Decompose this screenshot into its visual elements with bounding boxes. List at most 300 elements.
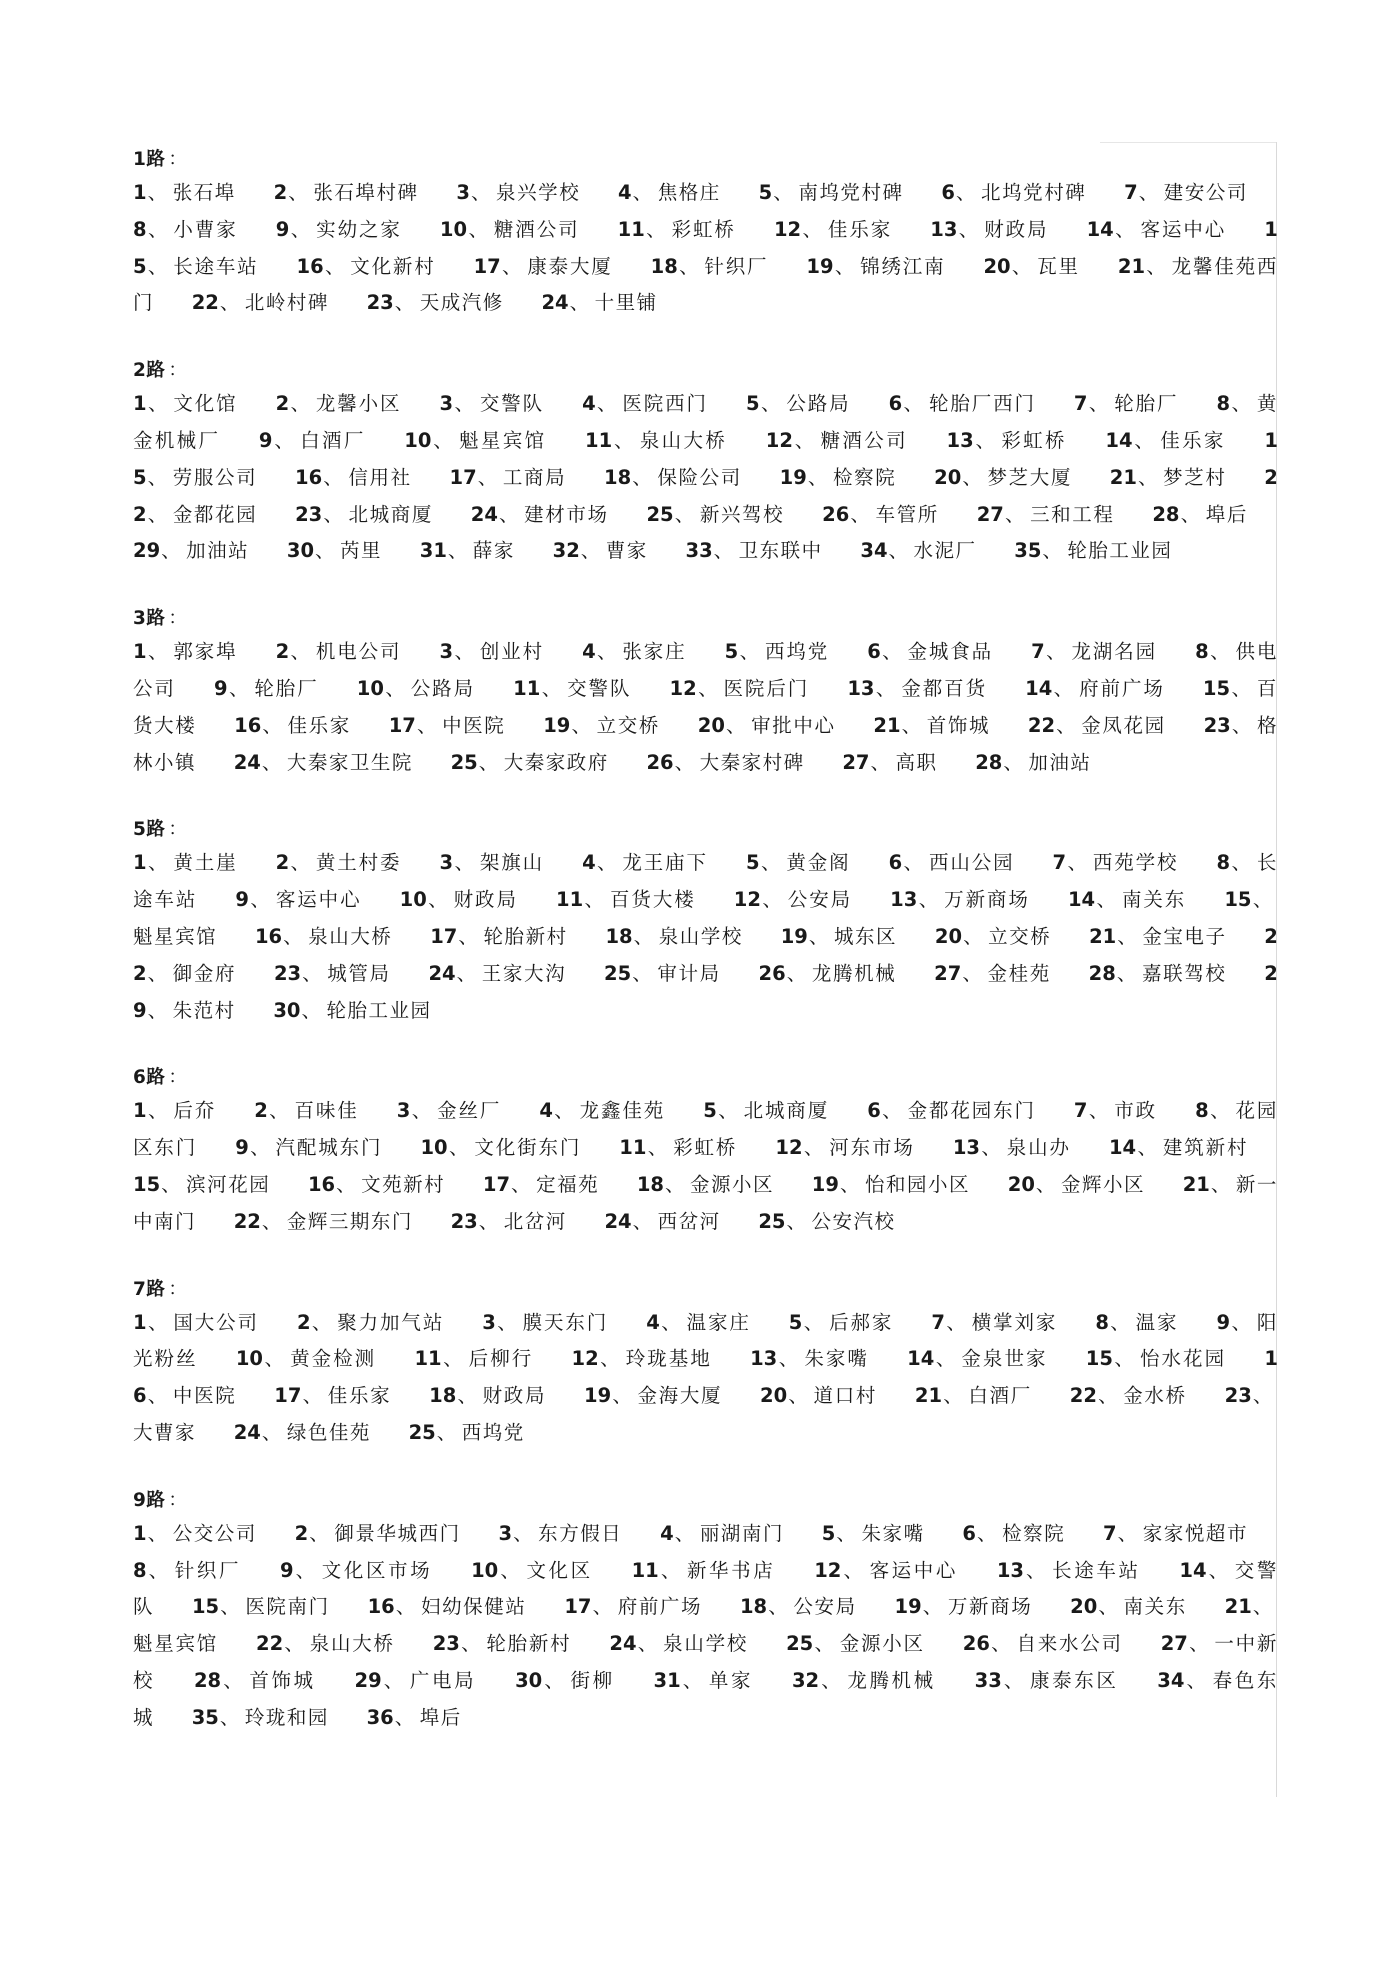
- stop-number: 12: [733, 888, 761, 912]
- stop-name: 工商局: [502, 465, 567, 489]
- stop-name: 泉山学校: [663, 1632, 749, 1656]
- stop-item: [934, 466, 1072, 489]
- stop-item: [1074, 1099, 1157, 1122]
- stop-item: [420, 1136, 581, 1159]
- stop-name: 针织厂: [704, 254, 769, 278]
- stop-number: 25: [786, 1632, 814, 1656]
- stop-name: 一中新校: [133, 1632, 1278, 1692]
- stop-separator: 、: [261, 1420, 283, 1444]
- stop-separator: 、: [1042, 539, 1064, 563]
- stop-name: 黄土崖: [173, 851, 238, 875]
- stop-item: [604, 962, 721, 985]
- stop-item: [440, 218, 580, 241]
- stop-name: 大曹家: [133, 1420, 197, 1444]
- stop-number: 1: [133, 640, 147, 664]
- stop-number: 31: [419, 539, 447, 563]
- stop-number: 13: [930, 217, 958, 241]
- stop-separator: 、: [1146, 254, 1168, 278]
- stop-item: [1031, 640, 1157, 663]
- stop-item: [234, 1421, 371, 1444]
- stop-separator: 、: [147, 1310, 170, 1334]
- stop-separator: 、: [839, 1172, 861, 1196]
- stop-item: [471, 1559, 593, 1582]
- stop-item: [295, 466, 412, 489]
- stop-name: 龙湖名园: [1071, 640, 1158, 664]
- stop-item: [133, 1559, 241, 1582]
- stop-name: 新一中南门: [133, 1172, 1278, 1233]
- stop-item: [1124, 181, 1248, 204]
- stop-separator: 、: [263, 1347, 287, 1371]
- stop-name: 梦芝大厦: [987, 465, 1072, 489]
- stop-separator: 、: [147, 502, 169, 526]
- stop-separator: 、: [411, 1099, 434, 1123]
- stop-name: 郭家埠: [173, 640, 238, 664]
- stop-item: [280, 1559, 432, 1582]
- stop-number: 14: [907, 1347, 935, 1371]
- stop-number: 21: [1182, 1172, 1210, 1196]
- stop-name: 府前广场: [1079, 676, 1165, 700]
- stop-name: 金泉世家: [961, 1347, 1048, 1371]
- route-name: 9路: [133, 1489, 166, 1511]
- stop-separator: 、: [432, 428, 456, 452]
- stop-number: 4: [582, 392, 596, 416]
- route-name: 3路: [133, 608, 166, 630]
- stop-number: 17: [274, 1384, 302, 1408]
- stop-item: [660, 1522, 784, 1545]
- stop-item: [758, 1210, 895, 1233]
- stop-separator: 、: [903, 392, 925, 416]
- stop-number: 24: [233, 750, 261, 774]
- stop-list: [133, 175, 1278, 322]
- stop-item: [357, 677, 475, 700]
- stop-name: 万新商场: [944, 888, 1030, 912]
- stop-number: 14: [1108, 1136, 1137, 1160]
- stop-name: 嘉联驾校: [1142, 961, 1227, 985]
- stop-number: 15: [1224, 888, 1252, 912]
- stop-item: [1074, 392, 1178, 415]
- stop-separator: 、: [786, 961, 808, 985]
- stop-number: 19: [806, 254, 834, 278]
- stop-number: 31: [653, 1668, 681, 1692]
- stop-separator: 、: [875, 676, 898, 700]
- stop-number: 4: [539, 1099, 553, 1123]
- stop-separator: 、: [760, 851, 783, 875]
- stop-item: [786, 1632, 925, 1655]
- stop-separator: 、: [788, 1384, 810, 1408]
- stop-number: 1: [133, 1521, 147, 1545]
- stop-item: [234, 751, 413, 774]
- stop-number: 4: [582, 640, 596, 664]
- stop-name: 大秦家卫生院: [286, 750, 413, 774]
- stop-item: [273, 999, 431, 1022]
- stop-number: 21: [1109, 465, 1137, 489]
- stop-number: 24: [609, 1632, 637, 1656]
- route-title: [133, 815, 1278, 845]
- stop-number: 26: [962, 1632, 990, 1656]
- stop-number: 18: [429, 1384, 457, 1408]
- stop-separator: 、: [147, 640, 170, 664]
- stop-separator: 、: [147, 961, 169, 985]
- stop-number: 15: [133, 428, 1278, 489]
- stop-separator: 、: [584, 888, 606, 912]
- stop-name: 街柳: [570, 1668, 615, 1692]
- stop-name: 龙腾机械: [811, 961, 897, 985]
- stop-name: 魁星宾馆: [133, 1632, 219, 1656]
- stop-item: [760, 1384, 877, 1407]
- stop-number: 24: [428, 961, 456, 985]
- stop-number: 17: [449, 465, 477, 489]
- stop-name: 白酒厂: [300, 428, 366, 452]
- stop-number: 20: [697, 713, 725, 737]
- stop-number: 26: [758, 961, 786, 985]
- stop-separator: 、: [760, 392, 783, 416]
- stop-name: 妇幼保健站: [420, 1595, 527, 1619]
- stop-name: 佳乐家: [1160, 428, 1226, 452]
- stop-item: [1014, 539, 1172, 562]
- stop-item: [1110, 466, 1227, 489]
- stop-separator: 、: [261, 1209, 283, 1233]
- stop-number: 11: [513, 676, 541, 700]
- stop-item: [1070, 1384, 1187, 1407]
- stop-number: 34: [1157, 1668, 1185, 1692]
- stop-item: [604, 1210, 720, 1233]
- stop-number: 17: [430, 924, 458, 948]
- stop-item: [847, 677, 987, 700]
- stop-separator: 、: [147, 1558, 171, 1582]
- stop-number: 19: [811, 1172, 839, 1196]
- stop-separator: 、: [713, 539, 735, 563]
- stop-name: 彩虹桥: [671, 217, 736, 241]
- stop-number: 9: [235, 1136, 249, 1160]
- stop-separator: 、: [1067, 851, 1089, 875]
- route-section: [133, 1275, 1278, 1452]
- stop-separator: 、: [958, 217, 981, 241]
- stop-item: [618, 218, 736, 241]
- stop-item: [605, 925, 742, 948]
- stop-name: 财政局: [984, 217, 1049, 241]
- stop-name: 供电公司: [133, 640, 1278, 700]
- stop-number: 2: [294, 1521, 309, 1545]
- stop-separator: 、: [1024, 1558, 1049, 1582]
- stop-number: 23: [366, 291, 394, 315]
- stop-name: 阳光粉丝: [133, 1310, 1278, 1371]
- stop-name: 后柳行: [468, 1347, 534, 1371]
- stop-item: [806, 255, 945, 278]
- stop-separator: 、: [633, 924, 655, 948]
- stop-item: [235, 888, 361, 911]
- stop-item: [670, 677, 810, 700]
- stop-item: [934, 962, 1051, 985]
- stop-item: [259, 429, 366, 452]
- stop-separator: 、: [470, 181, 493, 204]
- stop-item: [572, 1347, 712, 1370]
- stop-number: 23: [1203, 713, 1231, 737]
- stop-separator: 、: [977, 1521, 999, 1545]
- stop-name: 客运中心: [275, 888, 362, 912]
- stop-separator: 、: [674, 750, 696, 774]
- stop-item: [1070, 1595, 1187, 1618]
- stop-item: [428, 962, 566, 985]
- stop-number: 27: [934, 961, 962, 985]
- stop-name: 焦格庄: [657, 181, 721, 204]
- stop-item: [1095, 1311, 1178, 1334]
- stop-item: [404, 429, 546, 452]
- route-section: [133, 604, 1278, 781]
- stop-separator: 、: [324, 254, 347, 278]
- stop-item: [543, 714, 660, 737]
- stop-separator: 、: [571, 713, 593, 737]
- stop-item: [867, 640, 993, 663]
- stop-name: 西岔河: [657, 1209, 721, 1233]
- stop-number: 7: [1073, 392, 1088, 416]
- stop-separator: 、: [1097, 1384, 1120, 1408]
- stop-item: [947, 429, 1067, 452]
- stop-number: 34: [860, 539, 888, 563]
- stop-separator: 、: [290, 217, 313, 241]
- stop-separator: 、: [1113, 1347, 1136, 1371]
- stop-separator: 、: [457, 1384, 479, 1408]
- stop-separator: 、: [323, 465, 345, 489]
- stop-number: 5: [724, 640, 739, 664]
- stop-name: 西坞党: [461, 1420, 525, 1444]
- stop-name: 康泰大厦: [527, 254, 613, 278]
- stop-number: 32: [552, 539, 580, 563]
- stop-separator: 、: [1252, 1384, 1274, 1408]
- stop-number: 28: [975, 750, 1003, 774]
- stop-item: [482, 1311, 608, 1334]
- stop-name: 文化街东门: [474, 1136, 582, 1160]
- stop-separator: 、: [498, 502, 521, 526]
- stop-name: 公安局: [793, 1595, 857, 1619]
- stop-separator: 、: [323, 502, 345, 526]
- stop-name: 长途车站: [133, 851, 1278, 912]
- stop-number: 16: [254, 924, 283, 948]
- stop-number: 23: [432, 1632, 460, 1656]
- stop-separator: 、: [1096, 888, 1118, 912]
- stop-item: [389, 714, 506, 737]
- stop-name: 御金府: [172, 961, 237, 985]
- stop-number: 16: [296, 254, 324, 278]
- stop-item: [734, 888, 852, 911]
- stop-separator: 、: [888, 539, 910, 563]
- stop-separator: 、: [222, 1668, 246, 1692]
- stop-name: 中医院: [442, 713, 506, 737]
- stop-separator: 、: [1137, 465, 1160, 489]
- stop-item: [133, 539, 249, 562]
- stop-separator: 、: [336, 1172, 358, 1196]
- stop-separator: 、: [273, 428, 297, 452]
- stop-name: 龙腾机械: [847, 1668, 936, 1692]
- stop-name: 市政: [1114, 1099, 1158, 1123]
- stop-separator: 、: [599, 1347, 622, 1371]
- stop-number: 3: [439, 640, 454, 664]
- stop-separator: 、: [1098, 1595, 1120, 1619]
- stop-name: 北岔河: [503, 1209, 567, 1233]
- stop-number: 33: [685, 539, 713, 563]
- stop-name: 金桂苑: [987, 961, 1051, 985]
- stop-separator: 、: [850, 502, 872, 526]
- stop-number: 8: [1195, 1099, 1209, 1123]
- stop-item: [860, 539, 976, 562]
- stop-number: 6: [941, 181, 955, 204]
- stop-name: 轮胎厂西门: [928, 392, 1036, 416]
- stop-separator: 、: [284, 1632, 306, 1656]
- route-title-colon: ：: [168, 819, 188, 841]
- stop-number: 36: [366, 1705, 394, 1729]
- route-title: [133, 1275, 1278, 1305]
- stop-separator: 、: [458, 924, 480, 948]
- stop-name: 轮胎新村: [483, 924, 568, 948]
- stop-item: [451, 1210, 567, 1233]
- stop-number: 17: [564, 1595, 592, 1619]
- stop-number: 25: [604, 961, 632, 985]
- stop-item: [276, 640, 402, 663]
- stop-name: 金宝电子: [1142, 924, 1227, 948]
- stop-item: [420, 539, 515, 562]
- stop-separator: 、: [454, 851, 476, 875]
- stop-name: 金水桥: [1123, 1384, 1187, 1408]
- stop-name: 金城食品: [907, 640, 994, 664]
- stop-item: [759, 962, 897, 985]
- stop-number: 8: [133, 1558, 147, 1582]
- stop-list: [133, 1093, 1278, 1240]
- stop-name: 交警队: [133, 1558, 1278, 1619]
- stop-item: [414, 1347, 533, 1370]
- stop-separator: 、: [301, 998, 323, 1022]
- stop-number: 9: [279, 1558, 294, 1582]
- stop-number: 21: [1224, 1595, 1252, 1619]
- stop-name: 检察院: [1002, 1521, 1066, 1545]
- route-name: 7路: [133, 1278, 166, 1300]
- stop-separator: 、: [478, 1209, 500, 1233]
- stop-name: 西坞党: [764, 640, 830, 664]
- stop-separator: 、: [541, 676, 564, 700]
- stop-separator: 、: [283, 924, 305, 948]
- stop-item: [1087, 218, 1227, 241]
- stop-separator: 、: [1252, 888, 1274, 912]
- route-title: [133, 1486, 1278, 1516]
- stop-item: [440, 392, 544, 415]
- stop-name: 客运中心: [1140, 217, 1227, 241]
- stop-item: [133, 392, 237, 415]
- stop-item: [133, 851, 237, 874]
- stop-number: 13: [890, 888, 918, 912]
- stop-separator: 、: [674, 1521, 696, 1545]
- stop-separator: 、: [963, 924, 985, 948]
- stop-number: 1: [133, 1310, 147, 1334]
- stop-number: 2: [275, 392, 290, 416]
- stop-item: [308, 1173, 445, 1196]
- stop-separator: 、: [416, 713, 439, 737]
- stop-item: [430, 925, 567, 948]
- stop-item: [498, 1522, 622, 1545]
- stop-item: [632, 1559, 776, 1582]
- stop-number: 8: [1216, 392, 1231, 416]
- stop-item: [440, 640, 544, 663]
- stop-separator: 、: [580, 539, 602, 563]
- stop-name: 西苑学校: [1092, 851, 1179, 875]
- stop-separator: 、: [315, 539, 337, 563]
- stop-number: 7: [1052, 851, 1067, 875]
- stop-number: 10: [399, 888, 427, 912]
- stop-name: 轮胎新村: [486, 1632, 572, 1656]
- stop-separator: 、: [249, 1136, 272, 1160]
- stop-name: 轮胎厂: [254, 676, 319, 700]
- stop-name: 河东市场: [829, 1136, 915, 1160]
- stop-number: 4: [646, 1310, 660, 1334]
- stop-item: [297, 1311, 444, 1334]
- stop-number: 9: [235, 888, 249, 912]
- stop-number: 2: [296, 1310, 311, 1334]
- stop-item: [133, 1173, 270, 1196]
- route-title: [133, 1063, 1278, 1093]
- stop-separator: 、: [147, 1521, 169, 1545]
- stop-name: 文化新村: [350, 254, 436, 278]
- stop-number: 5: [788, 1310, 803, 1334]
- stop-number: 5: [821, 1521, 836, 1545]
- stop-item: [889, 392, 1036, 415]
- stop-name: 自来水公司: [1016, 1632, 1123, 1656]
- stop-item: [637, 1173, 774, 1196]
- stop-item: [931, 1311, 1057, 1334]
- stop-item: [618, 181, 721, 204]
- stop-number: 14: [1179, 1558, 1207, 1582]
- stop-number: 12: [814, 1558, 842, 1582]
- stop-name: 曹家: [605, 539, 648, 563]
- stop-item: [541, 291, 657, 314]
- stop-item: [553, 539, 648, 562]
- stop-item: [409, 1421, 525, 1444]
- stop-name: 白酒厂: [968, 1384, 1032, 1408]
- stop-number: 17: [388, 713, 416, 737]
- stop-name: 佳乐家: [327, 1384, 392, 1408]
- stop-number: 22: [233, 1209, 261, 1233]
- stop-name: 首饰城: [926, 713, 991, 737]
- stop-number: 4: [582, 851, 596, 875]
- stop-item: [515, 1669, 615, 1692]
- stop-separator: 、: [161, 539, 183, 563]
- stop-name: 薛家: [472, 539, 515, 563]
- stop-separator: 、: [922, 1595, 944, 1619]
- stop-separator: 、: [496, 1310, 519, 1334]
- stop-item: [564, 1595, 702, 1618]
- stop-name: 大秦家政府: [503, 750, 609, 774]
- stop-item: [1089, 925, 1226, 948]
- stop-number: 9: [1216, 1310, 1231, 1334]
- stop-separator: 、: [962, 465, 984, 489]
- stop-name: 康泰东区: [1030, 1668, 1119, 1692]
- stop-name: 彩虹桥: [1001, 428, 1067, 452]
- stop-number: 14: [1025, 676, 1053, 700]
- stop-separator: 、: [803, 1136, 826, 1160]
- stop-name: 张石埠村碑: [313, 181, 419, 204]
- stop-item: [822, 1522, 925, 1545]
- stop-item: [133, 181, 236, 204]
- route-title-colon: ：: [168, 1489, 188, 1511]
- stop-name: 轮胎工业园: [1067, 539, 1173, 563]
- stop-item: [1152, 503, 1248, 526]
- stop-name: 财政局: [482, 1384, 547, 1408]
- stop-name: 财政局: [453, 888, 518, 912]
- stop-number: 9: [275, 217, 290, 241]
- stop-name: 芮里: [340, 539, 383, 563]
- stop-item: [1028, 714, 1166, 737]
- route-name: 6路: [133, 1067, 166, 1089]
- stop-name: 黄金阁: [786, 851, 851, 875]
- stop-separator: 、: [499, 1558, 523, 1582]
- stop-number: 24: [541, 291, 569, 315]
- stop-number: 6: [867, 1099, 881, 1123]
